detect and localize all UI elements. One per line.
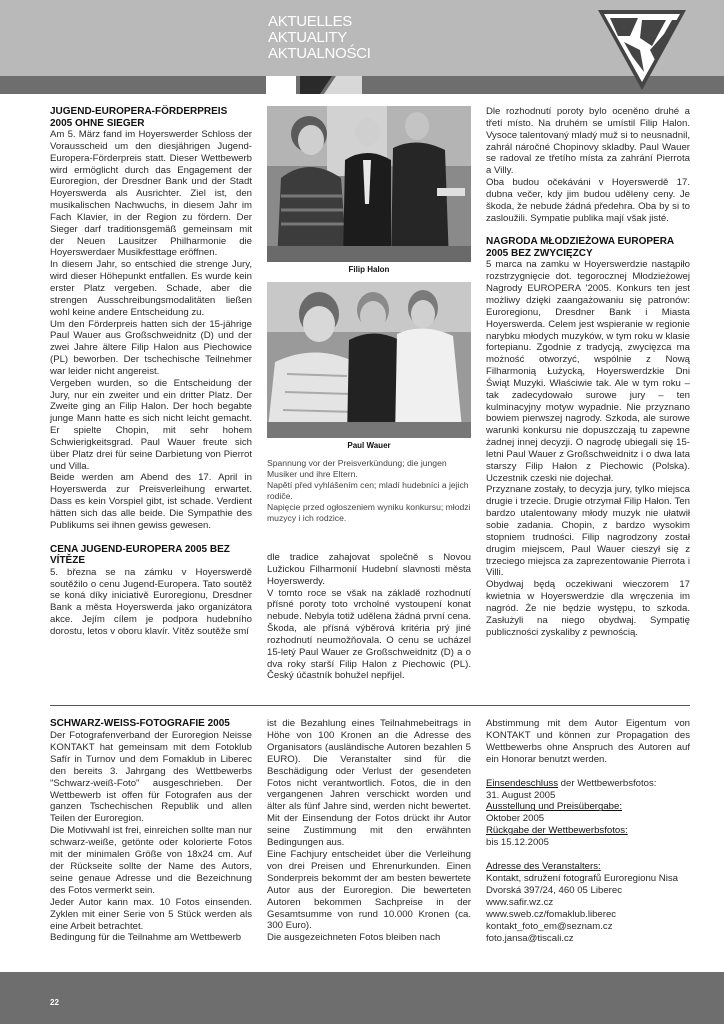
- article-photo-paragraph: Abstimmung mit dem Autor Eigentum von KONTAKT und können zur Propagation des Wettbewerbs ohne Anspruch des Autoren auf ein Honorar benutzt werden.: [486, 718, 690, 765]
- section-title: [268, 14, 371, 62]
- euroregion-triangle-logo-icon: [594, 6, 690, 92]
- article-photo-column-1: [50, 718, 252, 944]
- article-cz-paragraph: 5. března se na zámku v Hoyerswerdě soutěžilo o cenu Jugend-Europera. Tato soutěž se koná díky iniciativě Euroregionu, Dresdner Bank a města Hoyerswerda jako organizátora akce. Jejím cílem je podpora hudebního dorostu, letos v oboru klavír. Vítěz soutěže smí: [50, 566, 252, 637]
- article-photo-column-2: [267, 718, 471, 944]
- article-cz-paragraph: Dle rozhodnutí poroty bylo oceněno druhé a třetí místo. Na druhém se umístil Filip Halon. Vysoce talentovaný mladý muž si to neusnadnil, zahrál náročné Chopinovy skladby. Paul Wauer se radoval ze třetího místa za zahrání Pierrota a Villy.: [486, 106, 690, 177]
- return-label: Rückgabe der Wettbewerbsfotos:: [486, 825, 628, 837]
- article-pl-paragraph: Przyznane zostały, to decyzja jury, tylko miejsca drugie i trzecie. Drugie otrzymał Filip Hałon. Ten bardzo utalentowany młody muzyk nie ułatwił sobie zadania. Chopin, z bardzo wysokim stopniem trudności. Filip nagrodzony został drugim miejscem, Paul Wauer cieszył się z trzeciego miejsca za zaprezentowanie Pierrota i Villi.: [486, 484, 690, 579]
- article-de-column: [50, 106, 252, 638]
- article-photo-paragraph: Der Fotografenverband der Euroregion Neisse KONTAKT hat gemeinsam mit dem Fotoklub Safír in Turnov und dem Fomaklub in Liberec den bereits 3. Jahrgang des Wettbewerbs "Schwarz-weiß-Foto" ausgeschrieben. Der Wettbewerb ist offen für Fotografen aus der ganzen Tschechischen Republik und allen Teilen der Euroregion.: [50, 730, 252, 825]
- organizer-address: Dvorská 397/24, 460 05 Liberec: [486, 884, 622, 896]
- page-footer: [0, 972, 724, 1024]
- photo-paul-wauer: [267, 282, 471, 438]
- deadline-label: Einsendeschluss: [486, 777, 558, 789]
- article-de-paragraph: Um den Förderpreis hatten sich der 15-jährige Paul Wauer aus Großschweidnitz (D) und der zwei Jahre ältere Filip Halon aus Piechowice (PL) beworben. Der tschechische Teilnehmer war leider nicht angereist.: [50, 318, 252, 377]
- section-title-de: AKTUELLES: [268, 13, 353, 30]
- organizer-website-link[interactable]: www.sweb.cz/fomaklub.liberec: [486, 908, 617, 920]
- article-de-paragraph: Beide werden am Abend des 17. April in Hoyerswerda zur Preisverleihung erwartet. Dass es kein Vorspiel gibt, ist schade. Verdient hätten sich das alle beide. Die Sympathie des Publikums sei ihnen gewiss gewesen.: [50, 472, 252, 531]
- section-title-cz: AKTUALITY: [268, 29, 347, 46]
- article-cz-paragraph: dle tradice zahajovat společně s Novou Lužickou Filharmonií Hudební slavnosti města Hoyerswerdy.: [267, 552, 471, 587]
- deadline-suffix: der Wettbewerbsfotos:: [558, 777, 657, 789]
- organizer-email-link[interactable]: kontakt_foto_em@seznam.cz: [486, 920, 613, 932]
- photo-filip-halon-image-icon: [267, 106, 471, 262]
- organizer-label: Adresse des Veranstalters:: [486, 861, 601, 873]
- return-value: bis 15.12.2005: [486, 837, 549, 849]
- photo-paul-wauer-image-icon: [267, 282, 471, 438]
- article-photo-paragraph: Die Motivwahl ist frei, einreichen sollte man nur schwarz-weiße, getönte oder kolorierte Fotos mit der minimalen Größe von 18x24 cm. Auf der Rückseite sollte der Name des Autors, seine genaue Adresse und die Bezeichnung des Fotos vermerkt sein.: [50, 825, 252, 896]
- award-label: Ausstellung und Preisübergabe:: [486, 801, 623, 813]
- organizer-name: Kontakt, sdružení fotografů Euroregionu Nisa: [486, 872, 678, 884]
- article-pl-title: NAGRODA MŁODZIEŻOWA EUROPERA 2005 BEZ ZWYCIĘZCY: [486, 236, 674, 259]
- photo-filip-halon: [267, 106, 471, 262]
- article-de-paragraph: Am 5. März fand im Hoyerswerder Schloss der Vorausscheid um den diesjährigen Jugend-Europera-Förderpreis statt. Dieser Wettbewerb wird ermöglicht durch das Engagement der Euroregion, der Dresdner Bank und der Stadt Hoyerswerda als Ausrichter. Ziel ist, den musikalischen Nachwuchs, in diesem Jahr im Fach Klavier, in der Region zu fördern. Der Sieger darf traditionsgemäß gemeinsam mit der Neuen Lausitzer Philharmonie die Hoyerswerdaer Musikfesttage eröffnen.: [50, 129, 252, 259]
- article-photo-paragraph: Eine Fachjury entscheidet über die Verleihung von drei Preisen und Ehrenurkunden. Einen Sonderpreis bekommt der am besten bewertete Autor aus der Euroregion. Die bewerteten Autoren bekommen Sachpreise in der Gesamtsumme von rund 10.000 Kronen (ca. 300 Euro).: [267, 848, 471, 932]
- article-cz-title: CENA JUGEND-EUROPERA 2005 BEZ VÍTĚZE: [50, 543, 230, 567]
- article-de-title: JUGEND-EUROPERA-FÖRDERPREIS 2005 OHNE SIEGER: [50, 106, 228, 129]
- article-photo-paragraph: Bedingung für die Teilnahme am Wettbewerb: [50, 932, 242, 944]
- photo-caption-block: [267, 458, 471, 524]
- article-pl-column: [486, 106, 690, 638]
- article-photo-title: SCHWARZ-WEISS-FOTOGRAFIE 2005: [50, 718, 230, 729]
- article-photo-paragraph: ist die Bezahlung eines Teilnahmebeitrags in Höhe von 100 Kronen an die Adresse des Organisators (ausländische Autoren bezahlen 5 EURO). Die Veranstalter sind für die Beschädigung oder Verlust der gesendeten Fotos nicht verantwortlich. Fotos, die in den vergangenen Jahren verschickt worden und älter als fünf Jahre sind, werden nicht bewertet. Mit der Einsendung der Fotos drückt ihr Autor seine Zustimmung mit den erwähnten Bedingungen aus.: [267, 718, 471, 849]
- article-de-paragraph: In diesem Jahr, so entschied die strenge Jury, wird dieser Höhepunkt entfallen. Es wurde kein erster Platz vergeben. Schade, aber die strengen Ausschreibungsmodalitäten ließen wohl keine andere Entscheidung zu.: [50, 259, 252, 318]
- article-photo-paragraph: Jeder Autor kann max. 10 Fotos einsenden. Zyklen mit einer Serie von 5 Stück werden als eine Arbeit betrachtet.: [50, 896, 252, 932]
- photo-caption-pl: Napięcie przed ogłoszeniem wyniku konkursu; młodzi muzycy i ich rodzice.: [267, 502, 471, 523]
- header-decoration-icon: [266, 76, 362, 94]
- award-value: Oktober 2005: [486, 813, 545, 825]
- article-cz-paragraph: Oba budou očekáváni v Hoyerswerdě 17. dubna večer, kdy jim budou uděleny ceny. Je škoda, že nebude žádná předehra. Oba by si to zasloužili. Sympatie publika mají však jisté.: [486, 177, 690, 224]
- photo-caption-paul-wauer: Paul Wauer: [347, 441, 391, 450]
- section-divider: [50, 705, 690, 706]
- article-pl-paragraph: 5 marca na zamku w Hoyerswerdzie nastąpiło rozstrzygnięcie dot. tegorocznej Młodzieżowej Nagrody EUROPERA '2005. Konkurs ten jest możliwy dzięki zaangażowaniu się patronów: Euroregionu, Dresdner Bank i Miasta Hoyerswerda. Celem jest wspieranie w regionie narybku młodych muzyków, w tym roku w klasie fortepianu. Zgodnie z tradycją, zwycięzca ma możność otworzyć, wspólnie z Nową Filharmonią Łużycką, Hoyerswerdzkie Dni Świąt Muzyki. Właściwie tak. Ale w tym roku – tak zadecydowało surowe jury – ten kulminacyjny motyw wypadnie. Nie przyznano bowiem pierwszej nagrody. Szkoda, ale surowe warunki konkursu nie dopuszczają tu zapewne żadnej innej decyzji. O nagrodę ubiegali się 15-letni Paul Wauer z Großschweidnitz i o dwa lata starszy Filip Hałon z Piechowic (Polska). Uczestnik czeski nie dojechał.: [486, 259, 690, 484]
- article-cz-column-middle: [267, 552, 471, 682]
- article-photo-paragraph: Die ausgezeichneten Fotos bleiben nach: [267, 932, 441, 944]
- section-title-pl: AKTUALNOŚCI: [268, 45, 371, 62]
- deadline-value: 31. August 2005: [486, 789, 556, 801]
- deadline-line: [486, 778, 690, 790]
- page-number: 22: [50, 998, 59, 1007]
- photo-caption-filip-halon: Filip Halon: [348, 265, 390, 274]
- photo-caption-de: Spannung vor der Preisverkündung; die jungen Musiker und ihre Eltern.: [267, 458, 447, 479]
- organizer-email-link[interactable]: foto.jansa@tiscali.cz: [486, 932, 574, 944]
- article-pl-paragraph: Obydwaj będą oczekiwani wieczorem 17 kwietnia w Hoyerswerdzie dla wręczenia im nagród. Że nie będzie występu, to szkoda. Zasłużyli na niego obydwaj. Sympatię publiczności zyskaliby z pewnością.: [486, 579, 690, 638]
- article-de-paragraph: Vergeben wurden, so die Entscheidung der Jury, nur ein zweiter und ein dritter Platz. Der Zweite ging an Filip Halon. Der hoch begabte junge Mann hatte es sich nicht leicht gemacht. Er spielte Chopin, mit sehr hohem Schwierigkeitsgrad. Paul Wauer freute sich über Platz drei für seine Darbietung von Pierrot und Villa.: [50, 377, 252, 472]
- photo-caption-cz: Napětí před vyhlášením cen; mladí hudebníci a jejich rodiče.: [267, 480, 469, 501]
- article-photo-column-3: [486, 718, 690, 944]
- article-cz-paragraph: V tomto roce se však na základě rozhodnutí přísné poroty toto vrcholné vystoupení konat nebude. Nebyla totiž udělena žádná první cena. Škoda, ale přísná výběrová kritéria prý jiné rozhodnutí neumožňovala. O cenu se ucházel 15-letý Paul Wauer ze Großschweidnitz (D) a o dva roky starší Filip Halon z Piechowic (PL). Český účastník bohužel nepřijel.: [267, 587, 471, 682]
- organizer-website-link[interactable]: www.safir.wz.cz: [486, 896, 554, 908]
